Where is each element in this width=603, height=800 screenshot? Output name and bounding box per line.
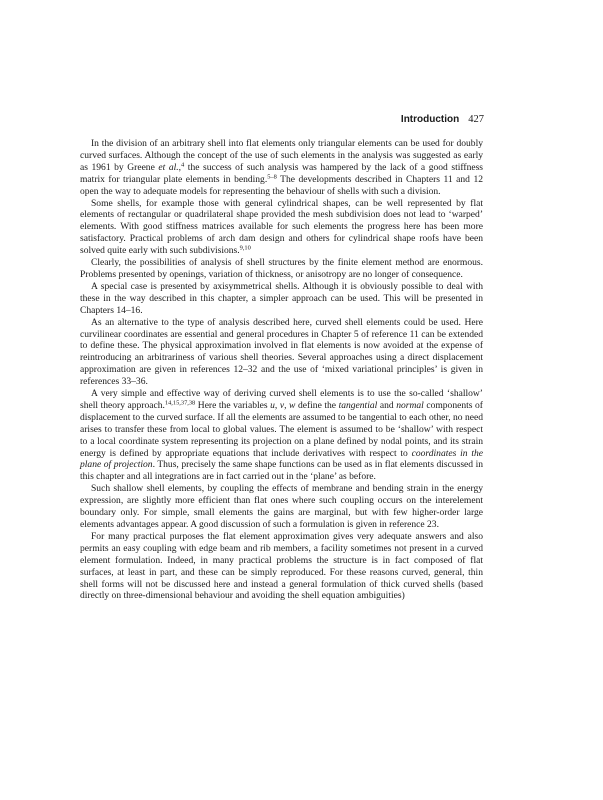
citation-superscript: 4 xyxy=(181,161,185,169)
text-run: and xyxy=(377,399,397,411)
italic-text: u xyxy=(270,399,275,411)
italic-text: et al. xyxy=(158,161,179,173)
citation-superscript: 14,15,37,38 xyxy=(164,399,196,407)
text-run: In the division of an arbitrary shell into flat elements only triangular elements can be used for doubly curved surfaces. Although the concept of the use of such elements in the analysis was suggested as early as 1961 by Greene xyxy=(80,138,483,173)
paragraph xyxy=(80,388,483,483)
section-title: Introduction xyxy=(400,114,460,125)
text-run: Some shells, for example those with general cylindrical shapes, can be well represented by flat elements of rectangular or quadrilateral shape provided the mesh subdivision does not lead to ‘warped’ elements. With good stiffness matrices available for such elements the progress here has been more satisfactory. Practical problems of arch dam design and others for cylindrical shape roofs have been solved quite early with such subdivisions. xyxy=(80,197,483,257)
italic-text: tangential xyxy=(338,399,378,411)
paragraph xyxy=(80,281,483,317)
paragraph xyxy=(80,257,483,281)
paragraph xyxy=(80,531,483,602)
text-run: the success of such analysis was hampered by the lack of a good stiffness matrix for triangular plate elements in bending. xyxy=(80,161,484,185)
text-run: A very simple and effective way of deriving curved shell elements is to use the so-called ‘shallow’ shell theory approach. xyxy=(80,388,483,411)
paragraph xyxy=(80,483,483,531)
text-run: A special case is presented by axisymmetrical shells. Although it is obviously possible to deal with these in the way described in this chapter, a simpler approach can be used. This will be presented in Chapters 14–16. xyxy=(80,280,483,316)
text-run: , xyxy=(178,161,182,173)
paragraph xyxy=(80,138,483,198)
citation-superscript: 9,10 xyxy=(239,244,251,252)
paragraph xyxy=(80,317,483,388)
text-run: , xyxy=(284,399,290,411)
text-run: , xyxy=(274,399,280,411)
text-run: As an alternative to the type of analysis described here, curved shell elements could be used. Here curvilinear coordinates are essential and general procedures in Chapter 5 of reference 11 can be extended to define these. The physical approximation involved in flat elements is now avoided at the expense of reintroducing an arbitrariness of various shell theories. Several approaches using a direct displacement approximation are given in references 12–32 and the use of ‘mixed variational principles’ is given in references 33–36. xyxy=(80,316,483,388)
body-text xyxy=(80,138,483,602)
text-run: Here the variables xyxy=(195,399,271,411)
italic-text: normal xyxy=(396,399,424,411)
text-run: components of displacement to the curved surface. If all the elements are assumed to be tangential to each other, no need arises to transfer these from local to global values. The element is assumed to be ‘shallow’ with respect to a local coordinate system representing its projection on a plane defined by nodal points, and its strain energy is defined by appropriate equations that include derivatives with respect to xyxy=(80,399,483,459)
italic-text: coordinates in the plane of projection xyxy=(80,447,483,471)
italic-text: v xyxy=(279,399,285,411)
running-header xyxy=(401,114,484,125)
text-run: The developments described in Chapters 11 and 12 open the way to adequate models for representing the behaviour of shells with such a division. xyxy=(80,173,483,197)
text-run: For many practical purposes the flat element approximation gives very adequate answers and also permits an easy coupling with edge beam and rib members, a facility sometimes not present in a curved element formulation. Indeed, in many practical problems the structure is in fact composed of flat surfaces, at least in part, and these can be simply reproduced. For these reasons curved, general, thin shell forms will not be discussed here and instead a general formulation of thick curved shells (based directly on three-dimensional behaviour and avoiding the shell equation ambiguities) xyxy=(80,530,483,602)
paragraph xyxy=(80,198,483,258)
text-run: . Thus, precisely the same shape functions can be used as in flat elements discussed in this chapter and all integrations are in fact carried out in the ‘plane’ as before. xyxy=(80,459,483,483)
page-number: 427 xyxy=(468,114,484,125)
text-run: Such shallow shell elements, by coupling the effects of membrane and bending strain in the energy expression, are slightly more efficient than flat ones where such coupling occurs on the interelement boundary only. For simple, small elements the gains are marginal, but with few higher-order large elements advantages appear. A good discussion of such a formulation is given in reference 23. xyxy=(80,483,483,530)
citation-superscript: 5–8 xyxy=(267,173,277,181)
text-run: Clearly, the possibilities of analysis of shell structures by the finite element method are enormous. Problems presented by openings, variation of thickness, or anisotropy are no longer of consequence. xyxy=(80,257,483,280)
italic-text: w xyxy=(289,399,296,411)
text-run: define the xyxy=(295,399,339,411)
